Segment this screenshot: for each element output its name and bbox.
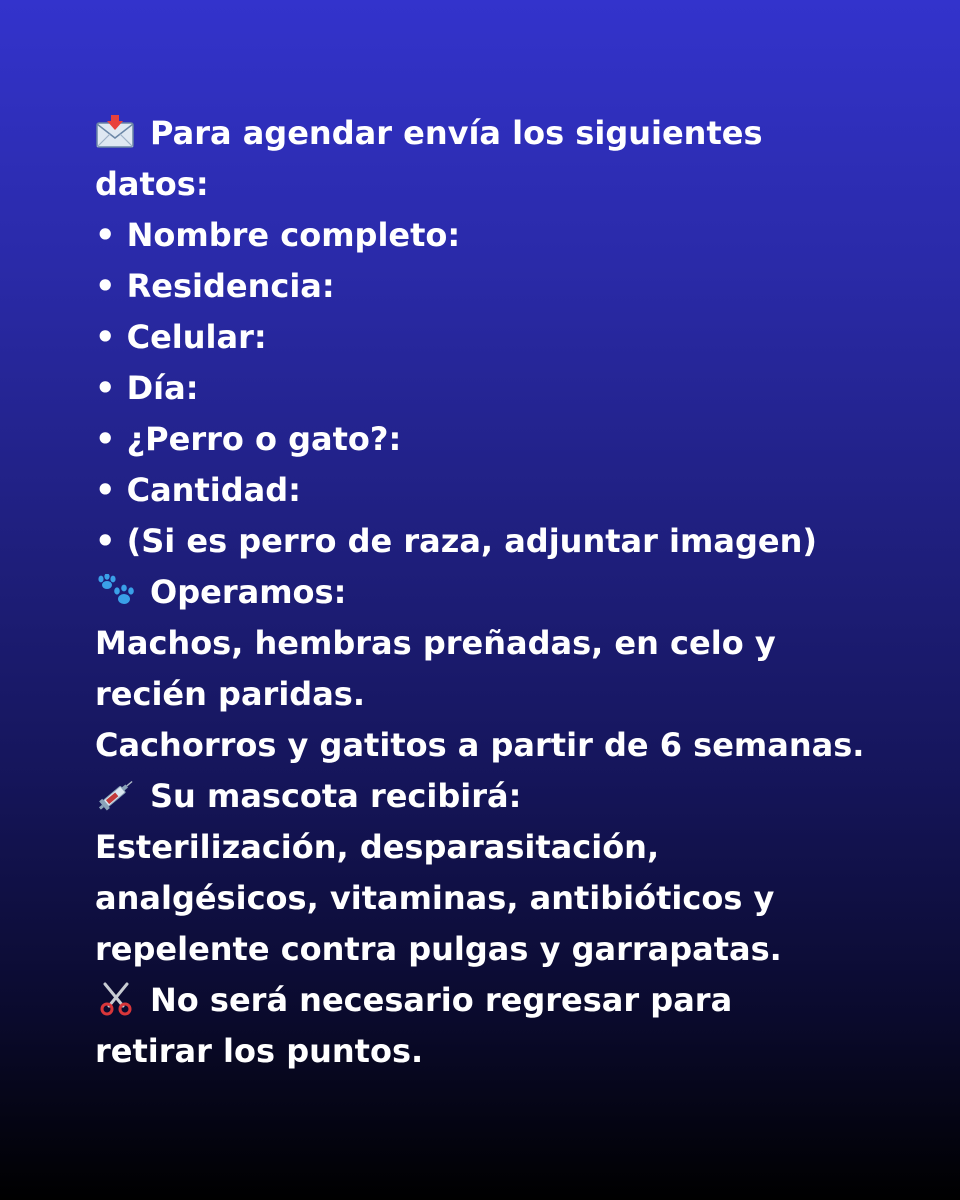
treatment-paragraph-2: analgésicos, vitaminas, antibióticos y bbox=[95, 879, 775, 917]
scissors-icon bbox=[95, 982, 137, 1016]
treatment-paragraph-3: repelente contra pulgas y garrapatas. bbox=[95, 930, 782, 968]
list-item-pet-type: • ¿Perro o gato?: bbox=[95, 420, 402, 458]
operations-paragraph-3: Cachorros y gatitos a partir de 6 semanas. bbox=[95, 726, 865, 764]
treatment-paragraph-1: Esterilización, desparasitación, bbox=[95, 828, 660, 866]
scheduling-heading-cont: datos: bbox=[95, 165, 209, 203]
stitches-heading: No será necesario regresar para bbox=[95, 975, 895, 1026]
list-item-residence: • Residencia: bbox=[95, 267, 335, 305]
list-item-day: • Día: bbox=[95, 369, 199, 407]
stitches-heading-cont: retirar los puntos. bbox=[95, 1032, 424, 1070]
paw-prints-icon bbox=[95, 574, 137, 608]
list-item-phone: • Celular: bbox=[95, 318, 267, 356]
scheduling-heading: Para agendar envía los siguientes bbox=[95, 108, 895, 159]
treatment-heading: Su mascota recibirá: bbox=[95, 771, 895, 822]
list-item-name: • Nombre completo: bbox=[95, 216, 461, 254]
envelope-arrow-icon bbox=[95, 115, 137, 149]
list-item-quantity: • Cantidad: bbox=[95, 471, 301, 509]
info-text-block bbox=[95, 108, 895, 1077]
operations-paragraph-2: recién paridas. bbox=[95, 675, 365, 713]
list-item-breed-note: • (Si es perro de raza, adjuntar imagen) bbox=[95, 522, 817, 560]
operations-heading: Operamos: bbox=[95, 567, 895, 618]
operations-paragraph-1: Machos, hembras preñadas, en celo y bbox=[95, 624, 776, 662]
syringe-icon bbox=[95, 778, 137, 812]
